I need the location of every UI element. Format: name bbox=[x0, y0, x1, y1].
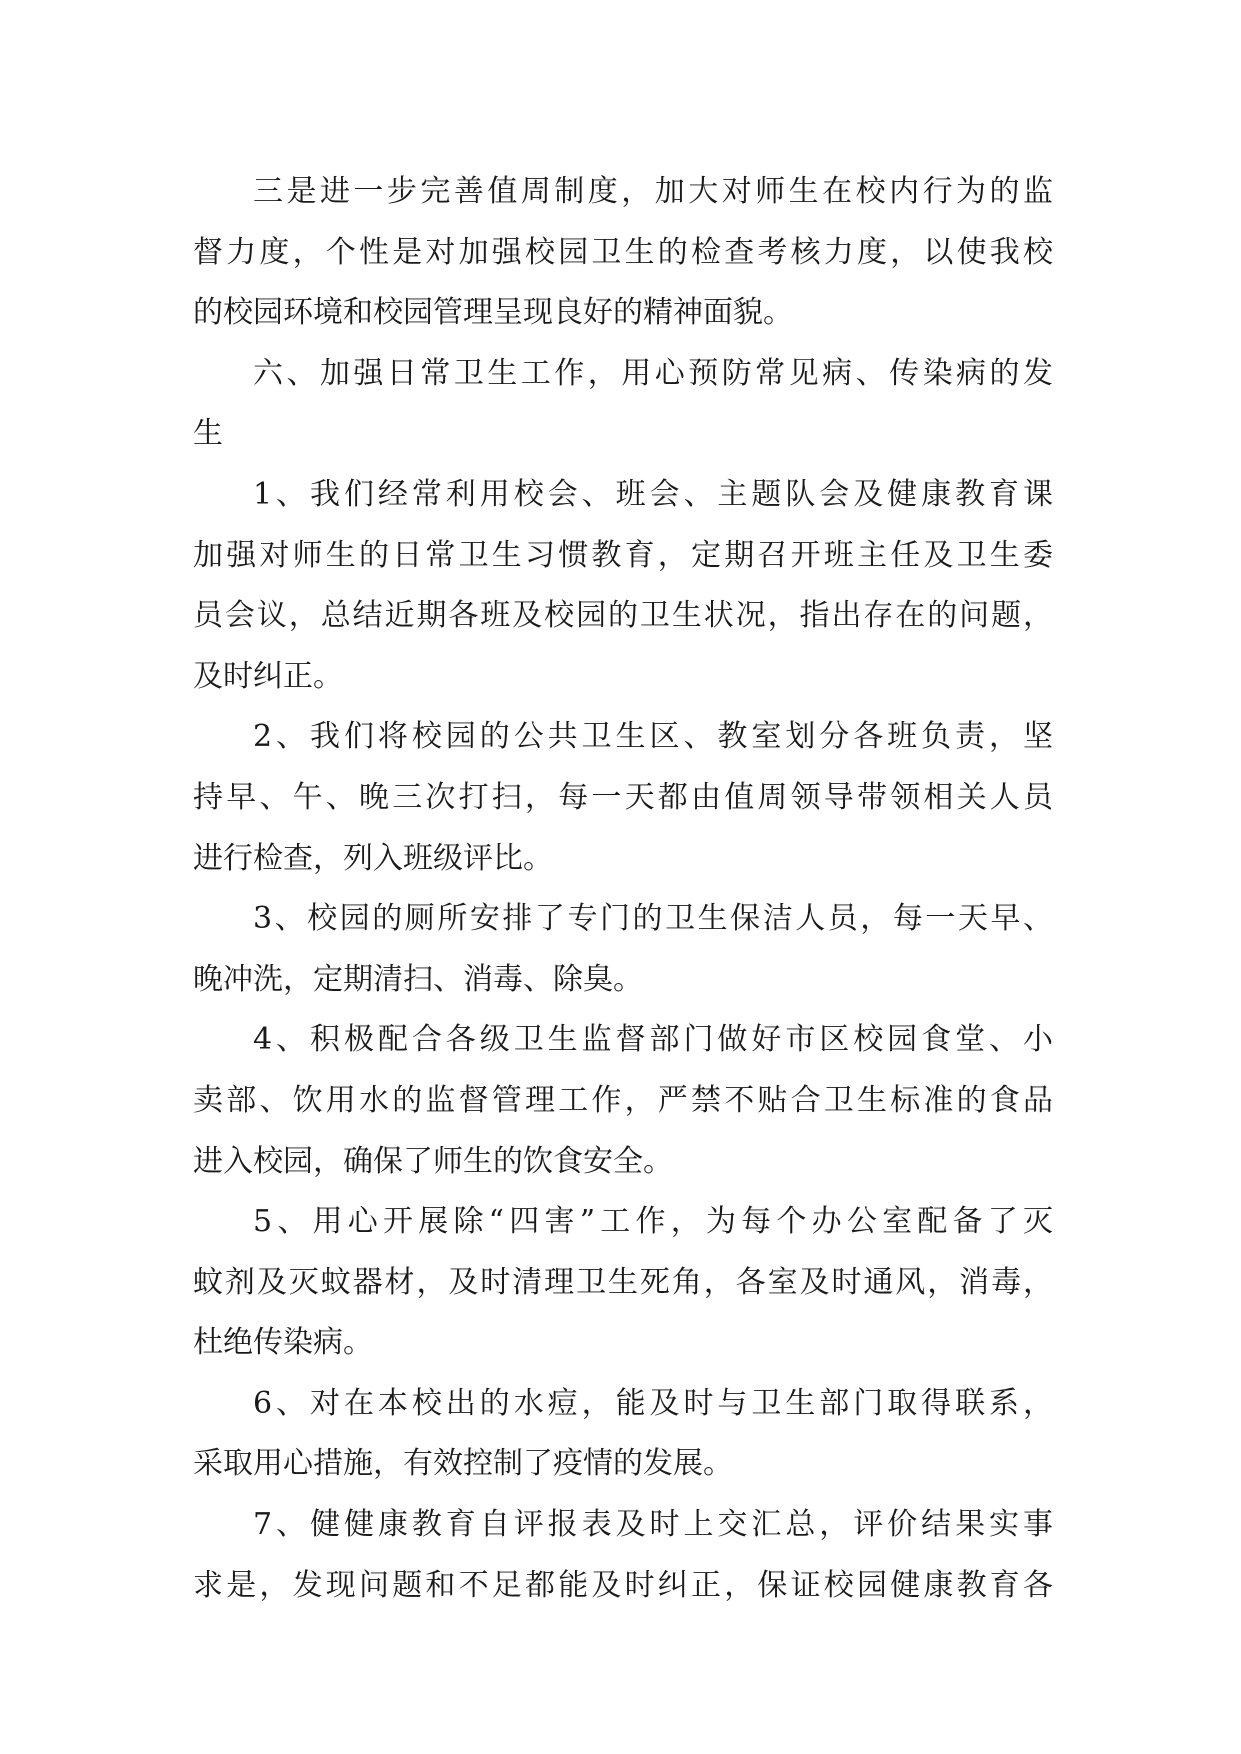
paragraph-item-5 bbox=[193, 1192, 1053, 1374]
text-line: 求是，发现问题和不足都能及时纠正，保证校园健康教育各 bbox=[193, 1567, 1053, 1603]
section-heading-six bbox=[193, 344, 1053, 465]
text-line: 7、健健康教育自评报表及时上交汇总，评价结果实事 bbox=[253, 1507, 1053, 1543]
paragraph-item-3 bbox=[193, 889, 1053, 1010]
text-line: 蚊剂及灭蚊器材，及时清理卫生死角，各室及时通风，消毒， bbox=[193, 1264, 1053, 1300]
document-body bbox=[193, 162, 1053, 1616]
paragraph-item-2 bbox=[193, 707, 1053, 889]
text-line: 督力度，个性是对加强校园卫生的检查考核力度，以使我校 bbox=[193, 234, 1053, 270]
text-line: 进入校园，确保了师生的饮食安全。 bbox=[193, 1143, 673, 1179]
text-line: 及时纠正。 bbox=[193, 658, 343, 694]
text-line: 6、对在本校出的水痘，能及时与卫生部门取得联系， bbox=[253, 1385, 1053, 1421]
paragraph-item-6 bbox=[193, 1374, 1053, 1495]
text-line: 生 bbox=[193, 416, 223, 452]
text-line: 三是进一步完善值周制度，加大对师生在校内行为的监 bbox=[253, 174, 1053, 209]
text-line: 六、加强日常卫生工作，用心预防常见病、传染病的发 bbox=[253, 355, 1053, 391]
paragraph-item-7 bbox=[193, 1495, 1053, 1616]
text-line: 3、校园的厕所安排了专门的卫生保洁人员，每一天早、 bbox=[253, 901, 1053, 937]
text-line: 5、用心开展除“四害”工作，为每个办公室配备了灭 bbox=[253, 1204, 1053, 1240]
text-line: 杜绝传染病。 bbox=[193, 1325, 373, 1361]
text-line: 1、我们经常利用校会、班会、主题队会及健康教育课 bbox=[253, 476, 1053, 512]
paragraph-item-4 bbox=[193, 1010, 1053, 1192]
paragraph-duty-system bbox=[193, 162, 1053, 344]
paragraph-item-1 bbox=[193, 465, 1053, 707]
text-line: 晚冲洗，定期清扫、消毒、除臭。 bbox=[193, 961, 643, 997]
text-line: 持早、午、晚三次打扫，每一天都由值周领导带领相关人员 bbox=[193, 779, 1053, 815]
text-line: 采取用心措施，有效控制了疫情的发展。 bbox=[193, 1446, 733, 1482]
text-line: 卖部、饮用水的监督管理工作，严禁不贴合卫生标准的食品 bbox=[193, 1082, 1053, 1118]
text-line: 2、我们将校园的公共卫生区、教室划分各班负责，坚 bbox=[253, 719, 1053, 755]
text-line: 的校园环境和校园管理呈现良好的精神面貌。 bbox=[193, 295, 793, 331]
text-line: 4、积极配合各级卫生监督部门做好市区校园食堂、小 bbox=[253, 1022, 1053, 1058]
text-line: 加强对师生的日常卫生习惯教育，定期召开班主任及卫生委 bbox=[193, 537, 1053, 573]
text-line: 员会议，总结近期各班及校园的卫生状况，指出存在的问题， bbox=[193, 598, 1053, 634]
text-line: 进行检查，列入班级评比。 bbox=[193, 840, 553, 876]
